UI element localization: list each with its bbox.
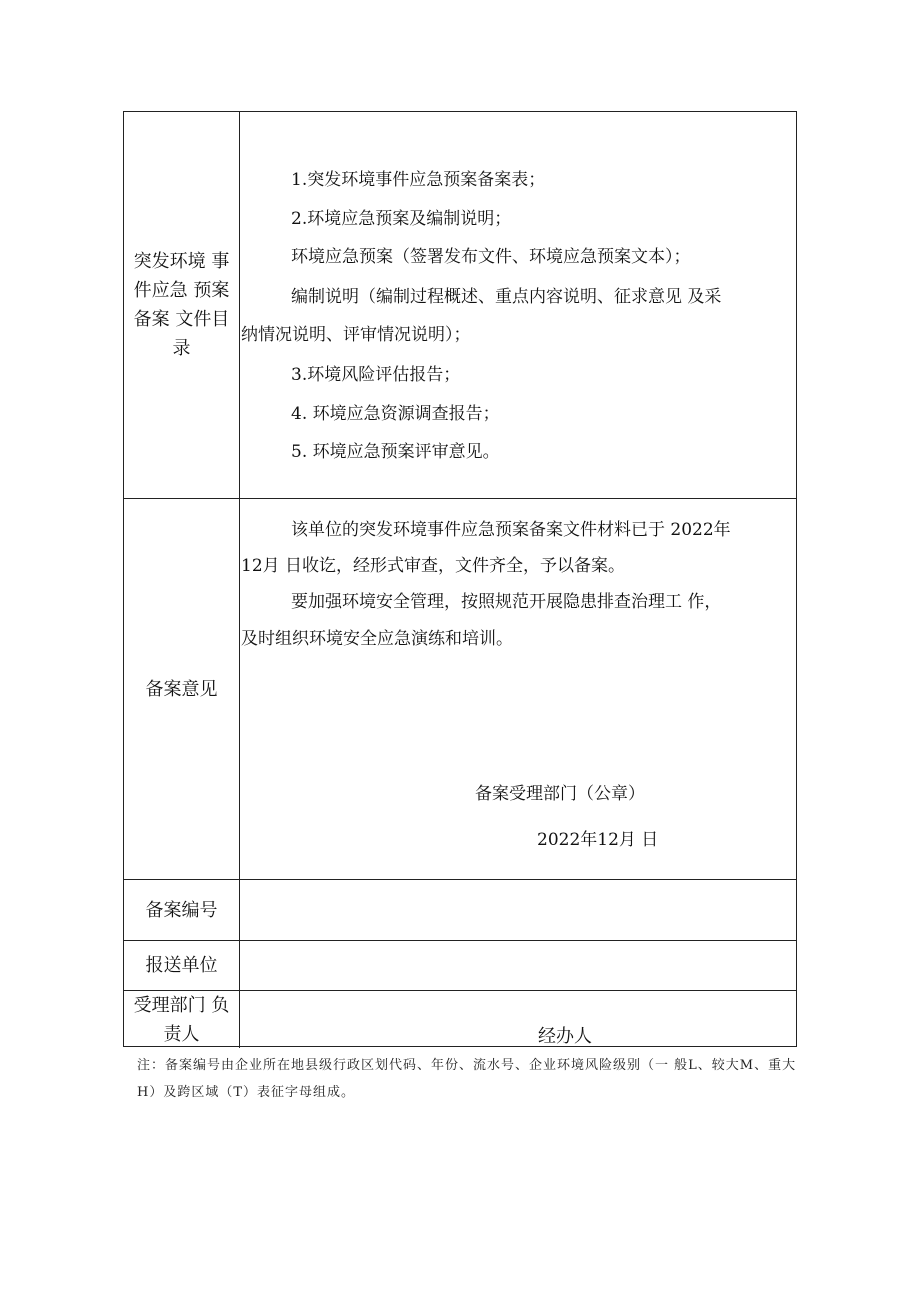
record-number-row <box>124 880 796 941</box>
submitting-unit-row <box>124 941 796 991</box>
opinion-row <box>124 499 796 880</box>
catalog-item: 2.环境应急预案及编制说明； <box>291 209 512 229</box>
record-number-label: 备案编号 <box>124 880 240 940</box>
catalog-item: 4. 环境应急资源调查报告； <box>291 404 500 424</box>
catalog-item: 编制说明（编制过程概述、重点内容说明、征求意见 及采 <box>291 287 722 307</box>
filing-department-stamp: 备案受理部门（公章） <box>475 784 645 804</box>
department-head-row <box>124 991 796 1048</box>
opinion-line: 要加强环境安全管理，按照规范开展隐患排查治理工 作， <box>291 592 722 612</box>
opinion-content <box>240 499 796 879</box>
catalog-content <box>240 112 796 498</box>
catalog-item: 5. 环境应急预案评审意见。 <box>291 442 500 462</box>
catalog-row <box>124 112 796 499</box>
department-head-field[interactable] <box>240 991 796 1048</box>
opinion-line: 12月 日收讫，经形式审查，文件齐全，予以备案。 <box>241 556 626 576</box>
catalog-item: 1.突发环境事件应急预案备案表； <box>291 170 546 190</box>
record-number-field[interactable] <box>240 880 796 940</box>
opinion-line: 该单位的突发环境事件应急预案备案文件材料已于 2022年 <box>291 520 731 540</box>
submitting-unit-field[interactable] <box>240 941 796 990</box>
catalog-label: 突发环境 事件应急 预案备案 文件目录 <box>124 112 240 498</box>
opinion-line: 及时组织环境安全应急演练和培训。 <box>241 629 513 649</box>
filing-date: 2022年12月 日 <box>537 830 659 850</box>
submitting-unit-label: 报送单位 <box>124 941 240 990</box>
handler-label: 经办人 <box>538 1026 592 1047</box>
footnote: 注：备案编号由企业所在地县级行政区划代码、年份、流水号、企业环境风险级别（一 般L、较大M、重大H）及跨区域（T）表征字母组成。 <box>137 1058 797 1100</box>
catalog-item: 环境应急预案（签署发布文件、环境应急预案文本）； <box>291 247 691 267</box>
catalog-item: 3.环境风险评估报告； <box>291 365 461 385</box>
filing-form-table <box>123 111 797 1047</box>
opinion-label: 备案意见 <box>124 499 240 879</box>
catalog-item: 纳情况说明、评审情况说明）； <box>241 325 471 345</box>
department-head-label: 受理部门 负责人 <box>124 991 240 1048</box>
